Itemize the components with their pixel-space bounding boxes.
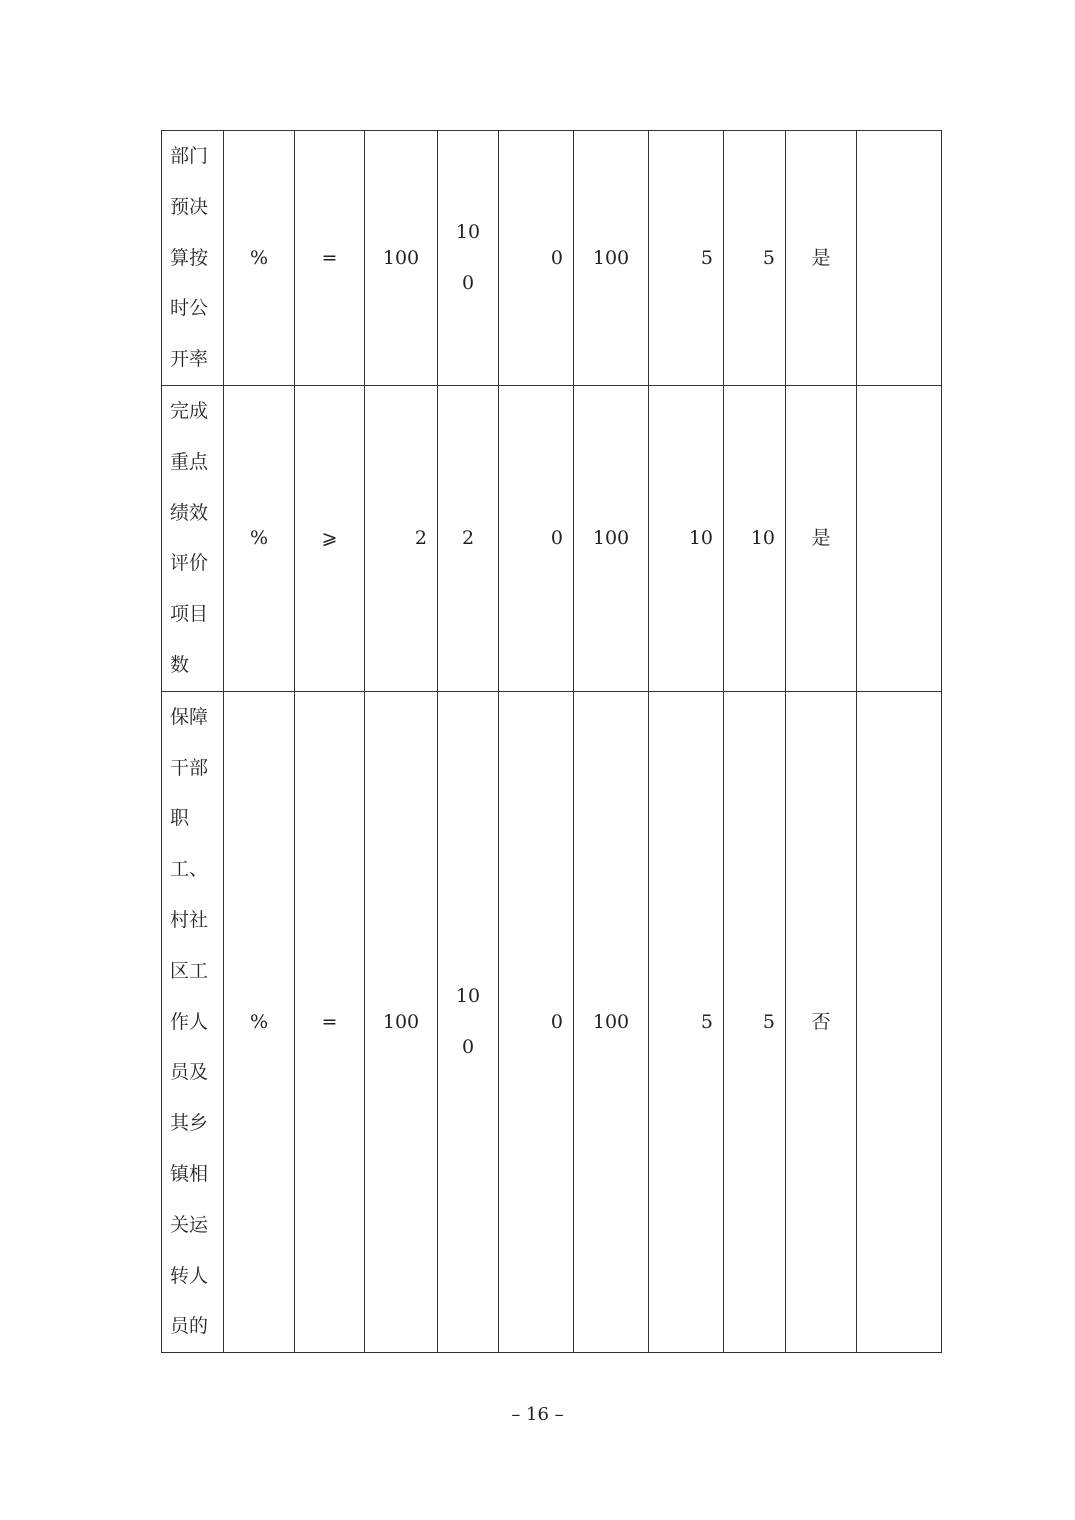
operator-cell: = [295, 691, 365, 1352]
indicator-name-cell [162, 385, 224, 691]
flag-cell: 是 [786, 131, 857, 386]
score-cell: 5 [724, 691, 786, 1352]
target-value-cell: 2 [365, 385, 438, 691]
indicator-name-line: 作人 [170, 1010, 209, 1033]
indicator-name-line: 转人 [170, 1264, 209, 1287]
deviation-cell: 0 [499, 691, 574, 1352]
indicator-name-line: 员及 [170, 1061, 209, 1084]
indicator-name-cell [162, 691, 224, 1352]
operator-cell: = [295, 131, 365, 386]
indicator-name-line: 保障 [170, 705, 209, 728]
note-cell [857, 691, 942, 1352]
indicator-name-line: 干部 [170, 756, 209, 779]
indicator-name-cell [162, 131, 224, 386]
table-row [162, 385, 942, 691]
deviation-cell: 0 [499, 131, 574, 386]
completion-rate-cell: 100 [574, 385, 649, 691]
unit-cell: % [224, 385, 295, 691]
indicator-name-line: 镇相 [170, 1162, 209, 1185]
actual-value-cell [438, 691, 499, 1352]
actual-value-line: 0 [461, 271, 475, 294]
table-row [162, 691, 942, 1352]
indicator-name-line: 开率 [170, 348, 209, 371]
score-cell: 5 [724, 131, 786, 386]
indicator-name-line: 时公 [170, 297, 209, 320]
weight-cell: 5 [649, 691, 724, 1352]
weight-cell: 10 [649, 385, 724, 691]
deviation-cell: 0 [499, 385, 574, 691]
actual-value-line: 2 [461, 526, 475, 549]
actual-value-line: 0 [461, 1035, 475, 1058]
note-cell [857, 131, 942, 386]
page-number: – 16 – [511, 1404, 564, 1425]
table-row [162, 131, 942, 386]
performance-table [161, 130, 942, 1353]
indicator-name-line: 评价 [170, 552, 209, 575]
indicator-name-line: 职 [170, 807, 190, 830]
indicator-name-line: 算按 [170, 246, 209, 269]
note-cell [857, 385, 942, 691]
indicator-name-line: 关运 [170, 1213, 209, 1236]
actual-value-cell [438, 131, 499, 386]
indicator-name-line: 其乡 [170, 1112, 209, 1135]
actual-value-cell [438, 385, 499, 691]
target-value-cell: 100 [365, 131, 438, 386]
indicator-name-line: 村社 [170, 908, 209, 931]
indicator-name-line: 预决 [170, 195, 209, 218]
indicator-name-line: 区工 [170, 959, 209, 982]
unit-cell: % [224, 691, 295, 1352]
indicator-name-line: 完成 [170, 399, 209, 422]
indicator-name-line: 数 [170, 653, 190, 676]
completion-rate-cell: 100 [574, 691, 649, 1352]
actual-value-line: 10 [455, 221, 481, 244]
indicator-name-line: 项目 [170, 603, 209, 626]
unit-cell: % [224, 131, 295, 386]
flag-cell: 是 [786, 385, 857, 691]
indicator-name-line: 工、 [170, 858, 209, 881]
target-value-cell: 100 [365, 691, 438, 1352]
score-cell: 10 [724, 385, 786, 691]
actual-value-line: 10 [455, 985, 481, 1008]
indicator-name-line: 部门 [170, 145, 209, 167]
weight-cell: 5 [649, 131, 724, 386]
completion-rate-cell: 100 [574, 131, 649, 386]
indicator-name-line: 重点 [170, 450, 209, 473]
indicator-name-line: 员的 [170, 1315, 209, 1338]
indicator-name-line: 绩效 [170, 501, 209, 524]
flag-cell: 否 [786, 691, 857, 1352]
operator-cell: ⩾ [295, 385, 365, 691]
